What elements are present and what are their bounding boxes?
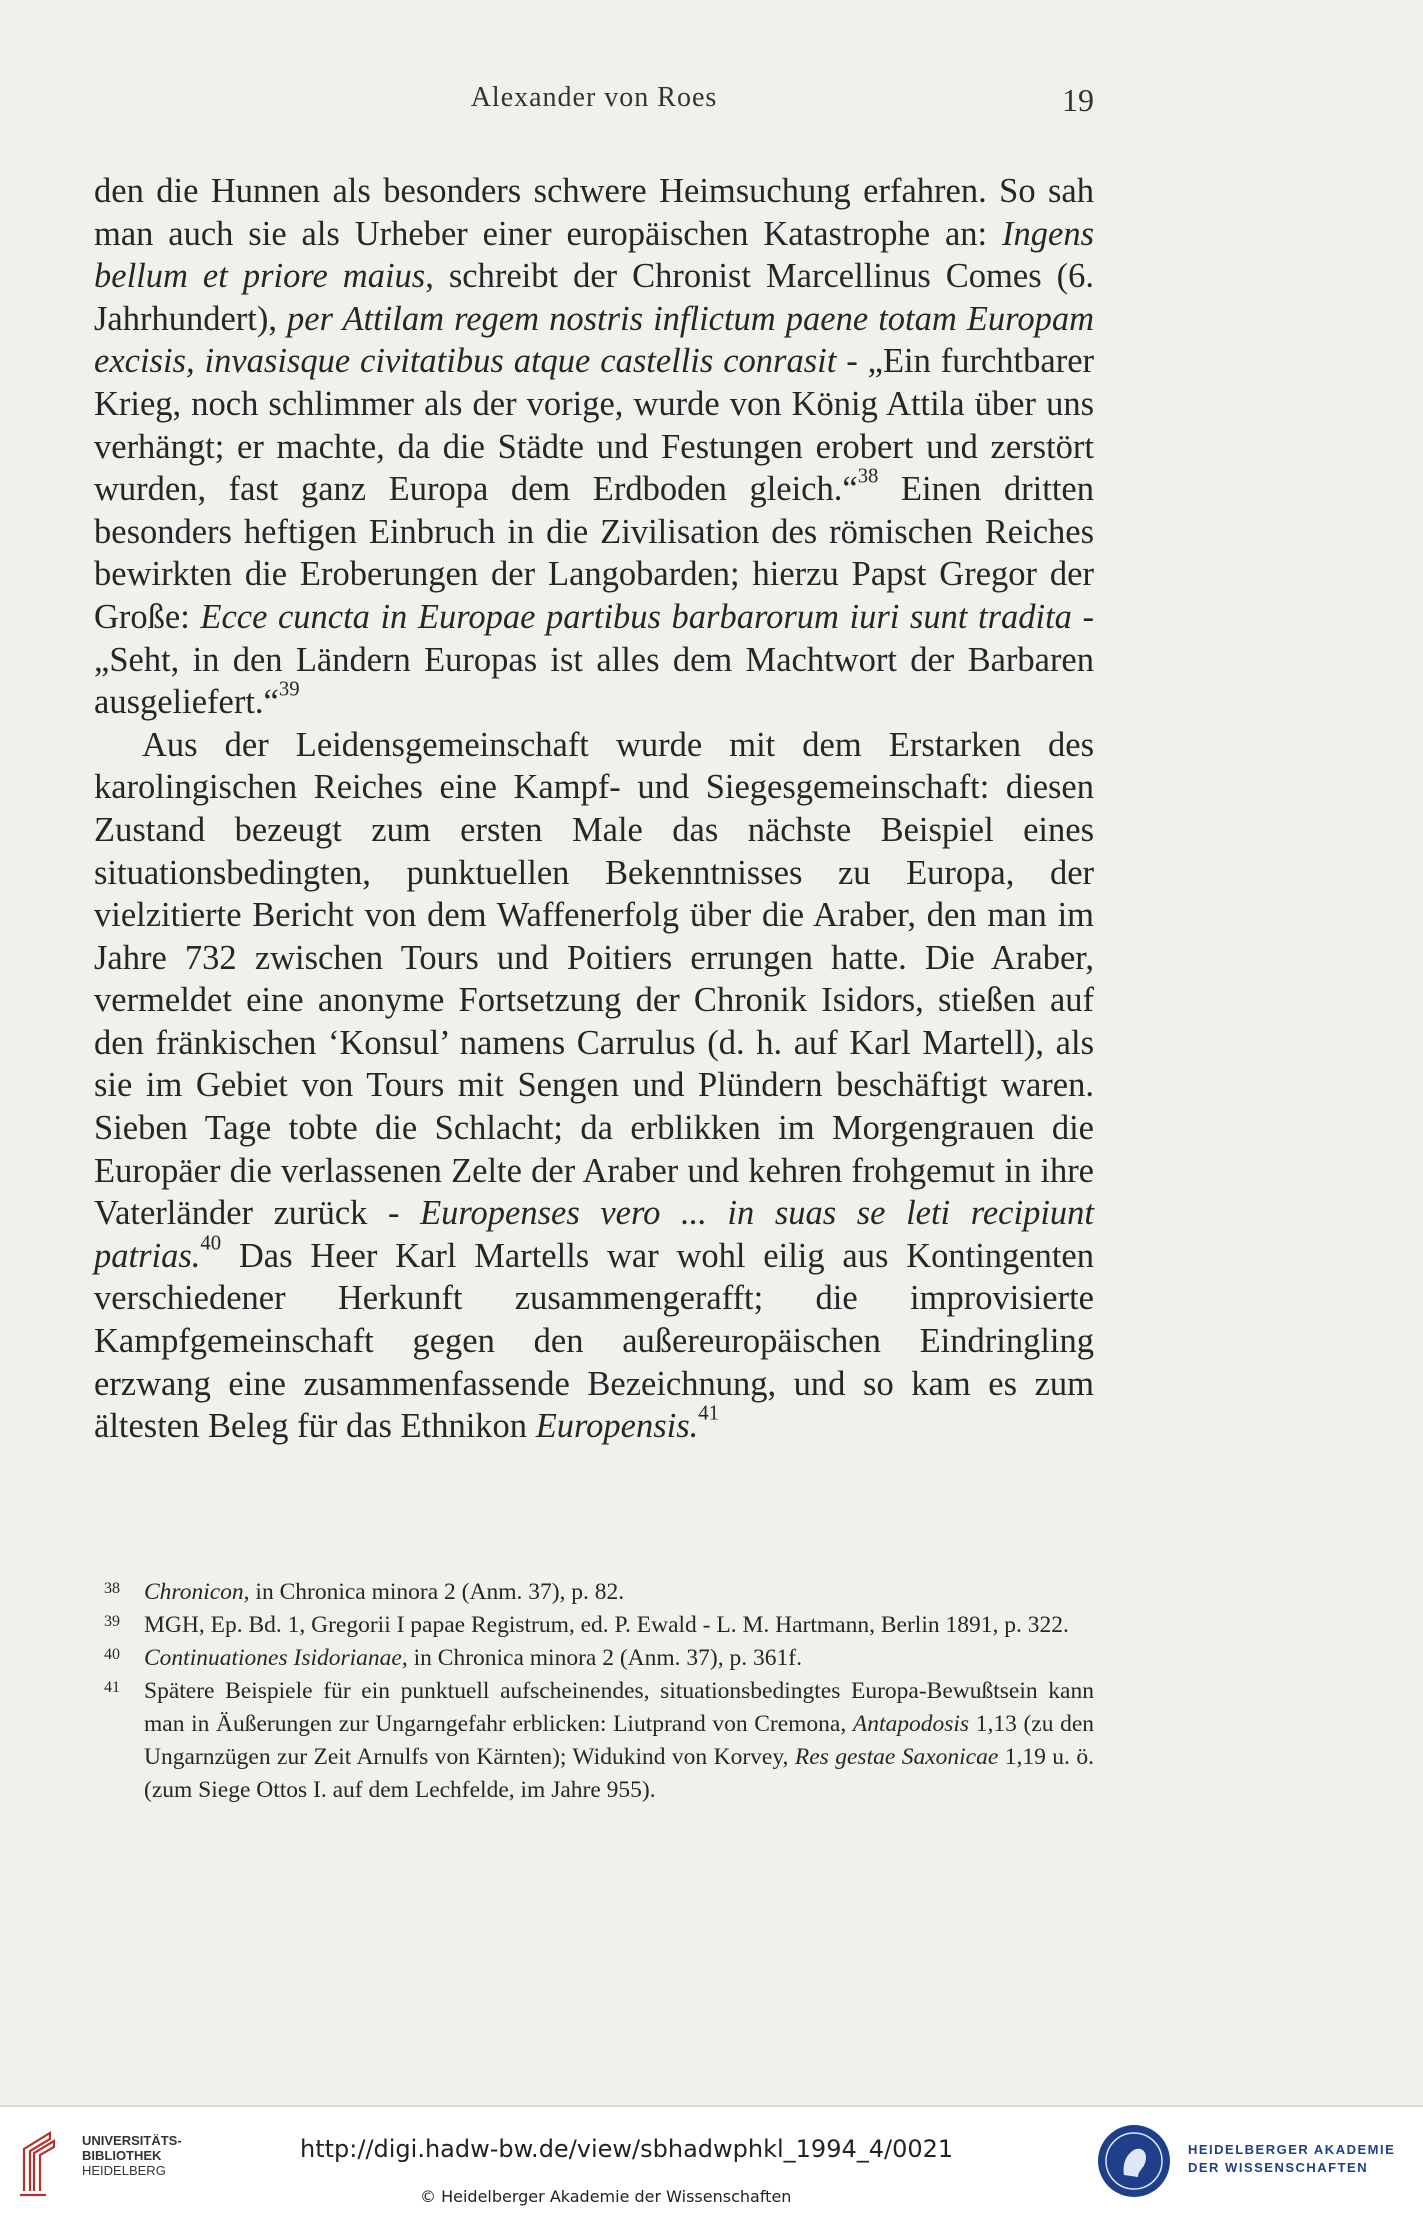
footnote-39 bbox=[94, 1609, 1094, 1642]
paragraph-2 bbox=[94, 724, 1094, 1448]
text-run: 1,19 u. ö. (zum Siege Ottos I. auf dem Lechfelde, im Jahre 955). bbox=[144, 1744, 1094, 1803]
academy-seal-icon[interactable] bbox=[1098, 2125, 1170, 2197]
text-run: Spätere Beispiele für ein punktuell aufscheinendes, situationsbedingtes Europa-Bewußtsein kann man in Äußerungen zur Ungarngefahr erblicken: Liutprand von Cremona, bbox=[144, 1678, 1094, 1737]
text-run: Chronicon bbox=[144, 1579, 244, 1605]
library-name-line: UNIVERSITÄTS- bbox=[82, 2133, 182, 2148]
text-run: , schreibt der Chronist Marcellinus Comes (6. Jahrhundert), bbox=[94, 257, 1094, 338]
text-run: , in Chronica minora 2 (Anm. 37), p. 82. bbox=[243, 1579, 625, 1605]
footnote-number: 41 bbox=[104, 1679, 120, 1696]
footnote-ref-40[interactable]: 40 bbox=[200, 1232, 222, 1255]
library-name-line: BIBLIOTHEK bbox=[82, 2148, 162, 2163]
university-library-logo-icon[interactable] bbox=[14, 2129, 74, 2199]
academy-name bbox=[1188, 2141, 1395, 2177]
academy-name-line: DER WISSENSCHAFTEN bbox=[1188, 2160, 1369, 2175]
library-name bbox=[82, 2133, 182, 2178]
running-head bbox=[94, 82, 1094, 122]
latin-term: Europensis. bbox=[535, 1407, 699, 1446]
footnote-40 bbox=[94, 1642, 1094, 1675]
footnotes bbox=[94, 1576, 1094, 1807]
text-run: den die Hunnen als besonders schwere Heimsuchung erfahren. So sah man auch sie als Urheber einer europäischen Katastrophe an: bbox=[94, 172, 1094, 253]
text-run: MGH, Ep. Bd. 1, Gregorii I papae Registrum, ed. P. Ewald - L. M. Hartmann, Berlin 1891, p. 322. bbox=[144, 1612, 1069, 1638]
text-run: Das Heer Karl Martells war wohl eilig aus Kontingenten verschiedener Herkunft zusammengerafft; die improvisierte Kampfgemeinschaft gegen den außereuropäischen Eindringling erzwang eine zusammenfassende Bezeichnung, und so kam es zum ältesten Beleg für das Ethnikon bbox=[94, 1236, 1094, 1446]
footnote-ref-41[interactable]: 41 bbox=[698, 1402, 719, 1425]
latin-quote: Ecce cuncta in Europae partibus barbarorum iuri sunt tradita bbox=[200, 597, 1072, 636]
footnote-number: 39 bbox=[104, 1613, 120, 1630]
footnote-number: 40 bbox=[104, 1646, 120, 1663]
copyright-notice: © Heidelberger Akademie der Wissenschaften bbox=[420, 2187, 792, 2206]
page-number: 19 bbox=[1062, 82, 1094, 118]
footnote-ref-38[interactable]: 38 bbox=[857, 465, 879, 488]
running-title: Alexander von Roes bbox=[470, 82, 718, 113]
viewer-footer bbox=[0, 2105, 1423, 2217]
text-run: 1,13 (zu den Ungarnzügen zur Zeit Arnulfs von Kärnten); Widukind von Korvey, bbox=[144, 1711, 1094, 1770]
text-run: Aus der Leidensgemeinschaft wurde mit dem Erstarken des karolingischen Reiches eine Kampf- und Siegesgemeinschaft: diesen Zustand bezeugt zum ersten Male das nächste Beispiel eines situationsbedingten, punktuellen Bekenntnisses zu Europa, der vielzitierte Bericht von dem Waffenerfolg über die Araber, den man im Jahre 732 zwischen Tours und Poitiers errungen hatte. Die Araber, vermeldet eine anonyme Fortsetzung der Chronik Isidors, stießen auf den fränkischen ‘Konsul’ namens Carrulus (d. h. auf Karl Martell), als sie im Gebiet von Tours mit Sengen und Plündern beschäftigt waren. Sieben Tage tobte die Schlacht; da erblikken im Morgengrauen die Europäer die verlassenen Zelte der Araber und kehren frohgemut in ihre Vaterländer zurück - bbox=[94, 725, 1094, 1233]
text-run: Antapodosis bbox=[852, 1711, 970, 1737]
permalink-url[interactable]: http://digi.hadw-bw.de/view/sbhadwphkl_1994_4/0021 bbox=[300, 2135, 954, 2163]
body-text bbox=[94, 170, 1094, 1448]
footnote-ref-39[interactable]: 39 bbox=[278, 678, 300, 701]
text-run: - „Ein furchtbarer Krieg, noch schlimmer als der vorige, wurde von König Attila über uns verhängt; er machte, da die Städte und Festungen erobert und zerstört wurden, fast ganz Europa dem Erdboden gleich.“ bbox=[94, 342, 1094, 509]
latin-quote: Europenses vero ... in suas se leti recipiunt patrias. bbox=[94, 1194, 1094, 1275]
text-run: Continuationes Isidorianae bbox=[144, 1645, 402, 1671]
footnote-38 bbox=[94, 1576, 1094, 1609]
footnote-41 bbox=[94, 1675, 1094, 1807]
text-run: Einen dritten besonders heftigen Einbruch in die Zivilisation des römischen Reiches bewirkten die Eroberungen der Langobarden; hierzu Papst Gregor der Große: bbox=[94, 470, 1094, 636]
academy-name-line: HEIDELBERGER AKADEMIE bbox=[1188, 2142, 1396, 2157]
text-run: Res gestae Saxonicae bbox=[794, 1744, 999, 1770]
footnote-number: 38 bbox=[104, 1580, 120, 1597]
text-run: , in Chronica minora 2 (Anm. 37), p. 361f. bbox=[401, 1645, 802, 1671]
paragraph-1 bbox=[94, 170, 1094, 724]
latin-quote: per Attilam regem nostris inflictum paene totam Europam excisis, invasisque civitatibus atque castellis conrasit bbox=[94, 299, 1094, 381]
text-run: - „Seht, in den Ländern Europas ist alles dem Machtwort der Barbaren ausgeliefert.“ bbox=[94, 597, 1094, 722]
library-name-line: HEIDELBERG bbox=[82, 2163, 166, 2178]
latin-quote: Ingens bellum et priore maius bbox=[94, 214, 1094, 296]
